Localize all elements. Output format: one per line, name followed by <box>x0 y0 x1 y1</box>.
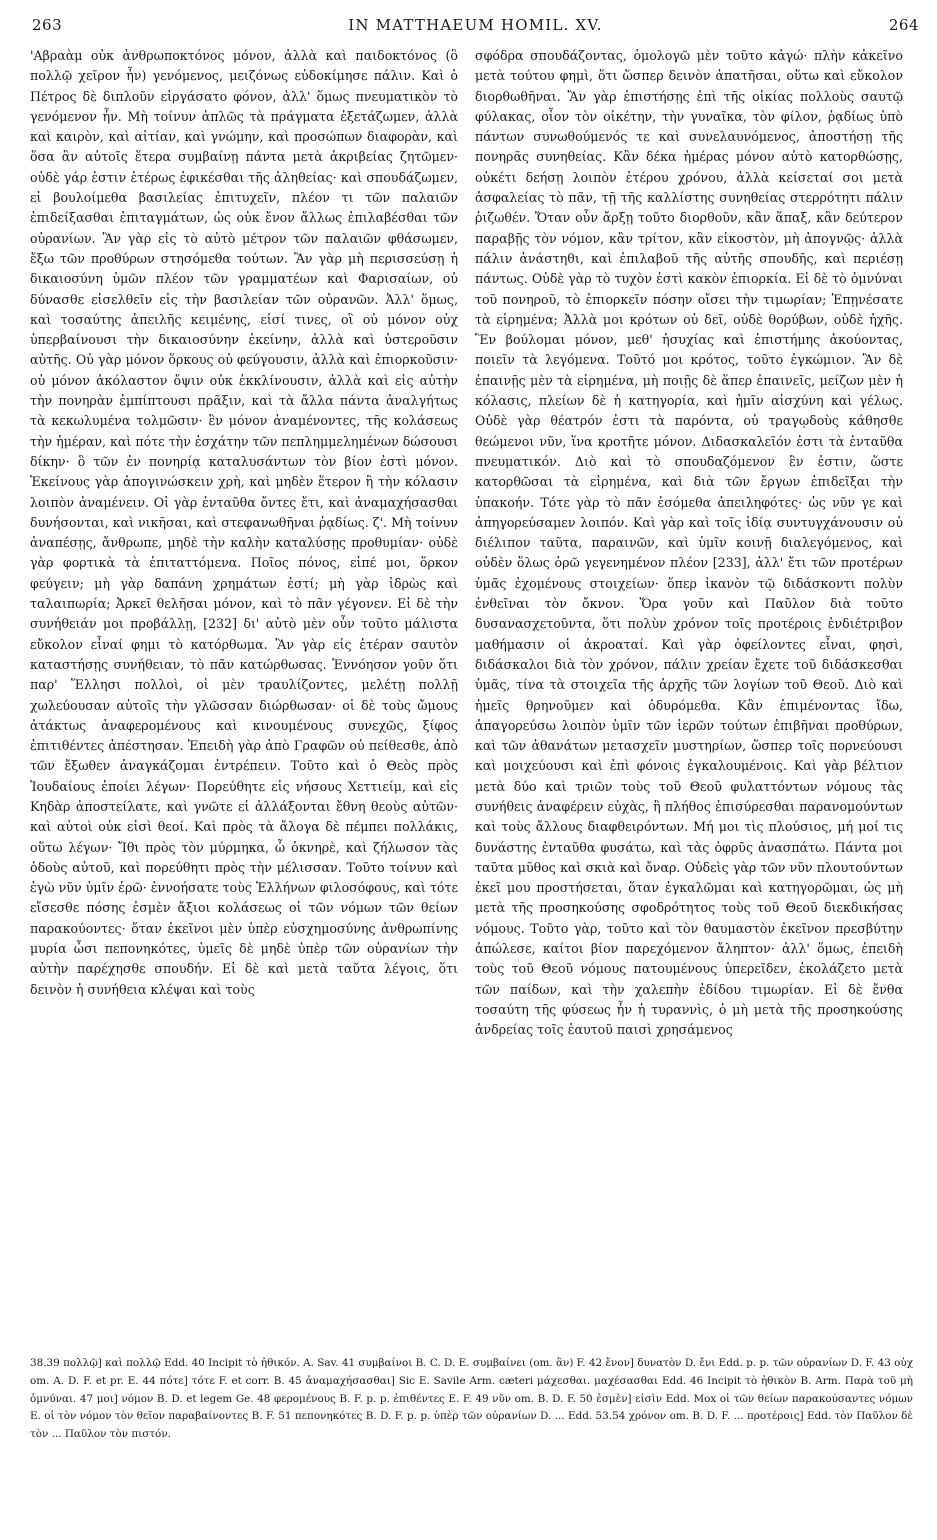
page-number-left: 263 <box>32 16 63 34</box>
footnotes-text: 38.39 πολλῷ] καὶ πολλῷ Edd. 40 Incipit τὸ ἠθικόν. A. Sav. 41 συμβαίνοι B. C. D. E. συμβαίνει (om. ἂν) F. 42 ἔνον] δυνατὸν D. ἔνι Edd. p. p. τῶν οὐρανίων D. F. 43 οὐχ om. A. D. F. et pr. E. 44 πότε] τότε F. et corr. B. 45 ἀναμαχήσασθαι] Sic E. Savile Arm. cæteri μάχεσθαι. μαχέσασθαι Edd. 46 Incipit τὸ ἠθικὸν B. Arm. Παρὰ τοῦ μὴ ὀμνύναι. 47 μοι] νόμον B. D. et legem Ge. 48 φερομένους B. F. p. p. ἐπιθέντες E. F. 49 νῦν om. B. D. F. 50 ἐσμὲν] εἰσὶν Edd. Mox οἱ τῶν θείων παρακούσαντες νόμων E. οἱ τὸν νόμον τὸν θεῖον παραβαίνοντες B. F. 51 πεπονηκότες B. D. F. p. p. ὑπὲρ τῶν οὐρανίων D. ... Edd. 53.54 χρόνον om. B. D. F. ... προτέροις] Edd. τὸν Παῦλον δὲ τὸν ... Παῦλον τὸν πιστόν. <box>30 1357 913 1441</box>
page-header <box>32 10 919 40</box>
right-column-text: σφόδρα σπουδάζοντας, ὁμολογῶ μὲν τοῦτο κἀγώ· πλὴν κἀκεῖνο μετὰ τούτου φημὶ, ὅτι ὥσπερ δεινὸν ἀπατῆσαι, οὕτω καὶ εὔκολον διορθωθῆναι. Ἂν γὰρ ἐπιστήσῃς ἐπὶ τῆς οἰκίας πολλοὺς σαυτῷ φύλακας, οἷον τὸν οἰκέτην, τὴν γυναῖκα, τὸν φίλον, ῥᾳδίως ὑπὸ πάντων συνωθούμενός τε καὶ συνελαυνόμενος, ἀποστήσῃ τῆς πονηρᾶς συνηθείας. Κἂν δέκα ἡμέρας μόνον αὐτὸ κατορθώσῃς, οὐκέτι δεήσῃ λοιπὸν ἑτέρου χρόνου, ἀλλὰ κείσεταί σοι μετὰ ἀσφαλείας τὸ πᾶν, τῇ τῆς καλλίστης συνηθείας στερρότητι πάλιν ῥιζωθέν. Ὅταν οὖν ἄρξῃ τοῦτο διορθοῦν, κἂν ἅπαξ, κἂν δεύτερον παραβῇς τὸν νόμον, κἂν τρίτον, κἂν εἰκοστὸν, μὴ ἀπογνῷς· ἀλλὰ πάλιν ἀνάστηθι, καὶ ἐπιλαβοῦ τῆς αὐτῆς σπουδῆς, καὶ περιέσῃ πάντως. Οὐδὲ γὰρ τὸ τυχὸν ἐστὶ κακὸν ἐπιορκία. Εἰ δὲ τὸ ὀμνύναι τοῦ πονηροῦ, τὸ ἐπιορκεῖν πόσην οἴσει τὴν τιμωρίαν; Ἐπῃνέσατε τὰ εἰρημένα; Ἀλλὰ μοι κρότων οὐ δεῖ, οὐδὲ θορύβων, οὐδὲ ἠχῆς. Ἓν βούλομαι μόνον, μεθ' ἡσυχίας καὶ ἐπιστήμης ἀκούοντας, ποιεῖν τὰ λεγόμενα. Τοῦτό μοι κρότος, τοῦτο ἐγκώμιον. Ἂν δὲ ἐπαινῇς μὲν τὰ εἰρημένα, μὴ ποιῇς δὲ ἅπερ ἐπαινεῖς, μείζων μὲν ἡ κόλασις, πλείων δὲ ἡ κατηγορία, καὶ ἡμῖν αἰσχύνη καὶ γέλως. Οὐδὲ γὰρ θέατρόν ἐστι τὰ παρόντα, οὐ τραγῳδοὺς κάθησθε θεώμενοι νῦν, ἵνα κροτῆτε μόνον. Διδασκαλεῖόν ἐστι τὰ ἐνταῦθα πνευματικόν. Διὸ καὶ τὸ σπουδαζόμενον ἓν ἐστιν, ὥστε κατορθῶσαι τὰ εἰρημένα, καὶ διὰ τῶν ἔργων ἐπιδεῖξαι τὴν ὑπακοήν. Τότε γὰρ τὸ πᾶν ἐσόμεθα ἀπειληφότες· ὡς νῦν γε καὶ ἀπηγορεύσαμεν λοιπόν. Καὶ γὰρ καὶ τοῖς ἰδίᾳ συντυγχάνουσιν οὐ διέλιπον ταῦτα, παραινῶν, καὶ ὑμῖν κοινῇ διαλεγόμενος, καὶ οὐδὲν ὅλως ὁρῶ γεγενημένον πλέον [233], ἀλλ' ἔτι τῶν προτέρων ὑμᾶς ἐχομένους στοιχείων· ὅπερ ἱκανὸν τῷ διδάσκοντι πολὺν ἐνθεῖναι τὸν ὄκνον. Ὅρα γοῦν καὶ Παῦλον διὰ τοῦτο δυσανασχετοῦντα, ὅτι πολὺν χρόνον τοῖς προτέροις ἐνδιέτριβον μαθήμασιν οἱ ἀκροαταί. Καὶ γὰρ ὀφείλοντες εἶναι, φησὶ, διδάσκαλοι διὰ τὸν χρόνον, πάλιν χρείαν ἔχετε τοῦ διδάσκεσθαι ὑμᾶς, τίνα τὰ στοιχεῖα τῆς ἀρχῆς τῶν λογίων τοῦ Θεοῦ. Διὸ καὶ ἡμεῖς θρηνοῦμεν καὶ ὀδυρόμεθα. Κἂν ἐπιμένοντας ἴδω, ἀπαγορεύσω λοιπὸν ὑμῖν τῶν ἱερῶν τούτων ἐπιβῆναι προθύρων, καὶ τῶν ἀθανάτων μετασχεῖν μυστηρίων, ὥσπερ τοῖς πορνεύουσι καὶ μοιχεύουσι καὶ ἐπὶ φόνοις ἐγκαλουμένοις. Καὶ γὰρ βέλτιον μετὰ δύο καὶ τριῶν τοὺς τοῦ Θεοῦ φυλαττόντων νόμους τὰς συνήθεις ἀναφέρειν εὐχὰς, ἢ πλήθος ἐπισύρεσθαι παρανομούντων καὶ τοὺς ἄλλους διαφθειρόντων. Μή μοι τὶς πλούσιος, μή μοί τις δυνάστης ἐνταῦθα φυσάτω, καὶ τὰς ὀφρῦς ἀνασπάτω. Πάντα μοι ταῦτα μῦθος καὶ σκιὰ καὶ ὄναρ. Οὐδεὶς γὰρ τῶν νῦν πλουτούντων ἐκεῖ μου προστήσεται, ὅταν ἐγκαλῶμαι καὶ κατηγορῶμαι, ὡς μὴ μετὰ τῆς προσηκούσης σφοδρότητος τοὺς τοῦ Θεοῦ διεκδικήσας νόμους. Τοῦτο γὰρ, τοῦτο καὶ τὸν θαυμαστὸν ἐκεῖνον πρεσβύτην ἀπώλεσε, καίτοι βίον παρεχόμενον ἄληπτον· ἀλλ' ὅμως, ἐπειδὴ τοὺς τοῦ Θεοῦ νόμους πατουμένους ὑπερεῖδεν, ἐκολάζετο μετὰ τῶν παίδων, καὶ τὴν χαλεπὴν ἐδίδου τιμωρίαν. Εἰ δὲ ἔνθα τοσαύτη τῆς φύσεως ἦν ἡ τυραννὶς, ὁ μὴ μετὰ τῆς προσηκούσης ἀνδρείας τοῖς ἑαυτοῦ παισὶ χρησάμενος <box>475 48 903 1038</box>
right-column <box>475 46 903 1041</box>
left-column-text: 'Αβραὰμ οὐκ ἀνθρωποκτόνος μόνον, ἀλλὰ καὶ παιδοκτόνος (ὃ πολλῷ χεῖρον ἦν) γενόμενος, μειζόνως εὐδοκίμησε πάλιν. Καὶ ὁ Πέτρος δὲ διπλοῦν εἰργάσατο φόνον, ἀλλ' ὅμως πνευματικὸν τὸ γενόμενον ἦν. Μὴ τοίνυν ἁπλῶς τὰ πράγματα ἐξετάζωμεν, ἀλλὰ καὶ καιρὸν, καὶ αἰτίαν, καὶ γνώμην, καὶ προσώπων διαφορὰν, καὶ ὅσα ἂν αὐτοῖς ἕτερα συμβαίνῃ πάντα μετὰ ἀκριβείας ζητῶμεν· οὐδὲ γάρ ἐστιν ἑτέρως ἐφικέσθαι τῆς ἀληθείας· καὶ σπουδάζωμεν, εἰ βουλοίμεθα βασιλείας ἐπιτυχεῖν, πλέον τι τῶν παλαιῶν ἐπιδείξασθαι ἐπιταγμάτων, ὡς οὐκ ἔνον ἄλλως ἐπιλαβέσθαι τῶν οὐρανίων. Ἂν γὰρ εἰς τὸ αὐτὸ μέτρον τῶν παλαιῶν φθάσωμεν, ἔξω τῶν προθύρων στησόμεθα τούτων. Ἂν γὰρ μὴ περισσεύσῃ ἡ δικαιοσύνη ὑμῶν πλέον τῶν γραμματέων καὶ Φαρισαίων, οὐ δύνασθε εἰσελθεῖν εἰς τὴν βασιλείαν τῶν οὐρανῶν. Ἀλλ' ὅμως, καὶ τοσαύτης ἀπειλῆς κειμένης, εἰσί τινες, οἳ οὐ μόνον οὐχ ὑπερβαίνουσι τὴν δικαιοσύνην ἐκείνην, ἀλλὰ καὶ ὑστεροῦσιν αὐτῆς. Οὐ γὰρ μόνον ὅρκους οὐ φεύγουσιν, ἀλλὰ καὶ ἐπιορκοῦσιν· οὐ μόνον ἀκόλαστον ὄψιν οὐκ ἐκκλίνουσιν, ἀλλὰ καὶ εἰς αὐτὴν τὴν πονηρὰν ἐμπίπτουσι πρᾶξιν, καὶ τὰ ἄλλα πάντα ἀναλγήτως τὰ κεκωλυμένα τολμῶσιν· ἓν μόνον ἀναμένοντες, τῆς κολάσεως τὴν ἡμέραν, καὶ πότε τὴν ἐσχάτην τῶν πεπλημμελημένων δώσουσι δίκην· ὃ τῶν ἐν πονηρίᾳ καταλυσάντων τὸν βίον ἐστὶ μόνον. Ἐκείνους γὰρ ἀπογινώσκειν χρὴ, καὶ μηδὲν ἕτερον ἢ τὴν κόλασιν λοιπὸν ἀναμένειν. Οἱ γὰρ ἐνταῦθα ὄντες ἔτι, καὶ ἀναμαχήσασθαι δυνήσονται, καὶ νικῆσαι, καὶ στεφανωθῆναι ῥᾳδίως. ζ'. Μὴ τοίνυν ἀναπέσῃς, ἄνθρωπε, μηδὲ τὴν καλὴν καταλύσῃς προθυμίαν· οὐδὲ γὰρ φορτικὰ τὰ ἐπιταττόμενα. Ποῖος πόνος, εἰπέ μοι, ὅρκον φεύγειν; μὴ γὰρ δαπάνη χρημάτων ἐστί; μὴ γὰρ ἱδρὼς καὶ ταλαιπωρία; Ἀρκεῖ θελῆσαι μόνον, καὶ τὸ πᾶν γέγονεν. Εἰ δὲ τὴν συνήθειάν μοι προβάλλῃ, [232] δι' αὐτὸ μὲν οὖν τοῦτο μάλιστα εὔκολον εἶναί φημι τὸ κατόρθωμα. Ἂν γὰρ εἰς ἑτέραν σαυτὸν καταστήσῃς συνήθειαν, τὸ πᾶν κατώρθωσας. Ἐννόησον γοῦν ὅτι παρ' Ἕλλησι πολλοὶ, οἱ μὲν τραυλίζοντες, μελέτῃ πολλῇ χωλεύουσαν αὐτοῖς τὴν γλῶσσαν διώρθωσαν· οἱ δὲ τοὺς ὤμους ἀτάκτως ἀναφερομένους καὶ κινουμένους συνεχῶς, ξίφος ἐπιτιθέντες ἀπέστησαν. Ἐπειδὴ γὰρ ἀπὸ Γραφῶν οὐ πείθεσθε, ἀπὸ τῶν ἔξωθεν ἀναγκάζομαι ἐντρέπειν. Τοῦτο καὶ ὁ Θεὸς πρὸς Ἰουδαίους ἐποίει λέγων· Πορεύθητε εἰς νήσους Χεττιείμ, καὶ εἰς Κηδὰρ ἀποστείλατε, καὶ γνῶτε εἰ ἀλλάξονται ἔθνη θεοὺς αὐτῶν· καὶ αὐτοὶ οὐκ εἰσὶ θεοί. Καὶ πρὸς τὰ ἄλογα δὲ πέμπει πολλάκις, οὕτω λέγων· Ἴθι πρὸς τὸν μύρμηκα, ὦ ὀκνηρὲ, καὶ ζήλωσον τὰς ὁδοὺς αὐτοῦ, καὶ πορεύθητι πρὸς τὴν μέλισσαν. Τοῦτο τοίνυν καὶ ἐγὼ νῦν ὑμῖν ἐρῶ· ἐννοήσατε τοὺς Ἑλλήνων φιλοσόφους, καὶ τότε εἴσεσθε πόσης ἐσμὲν ἄξιοι κολάσεως οἱ τῶν νόμων τῶν θείων παρακούοντες· ὅταν ἐκεῖνοι μὲν ὑπὲρ εὐσχημοσύνης ἀνθρωπίνης μυρία ὦσι πεπονηκότες, ὑμεῖς δὲ μηδὲ ὑπὲρ τῶν οὐρανίων τὴν αὐτὴν παρέχησθε σπουδήν. Εἰ δὲ καὶ μετὰ ταῦτα λέγοις, ὅτι δεινὸν ἡ συνήθεια κλέψαι καὶ τοὺς <box>30 48 458 997</box>
running-title: IN MATTHAEUM HOMIL. XV. <box>348 16 603 34</box>
page-number-right: 264 <box>888 16 919 34</box>
left-column <box>30 46 458 1000</box>
footnotes <box>30 1355 913 1444</box>
